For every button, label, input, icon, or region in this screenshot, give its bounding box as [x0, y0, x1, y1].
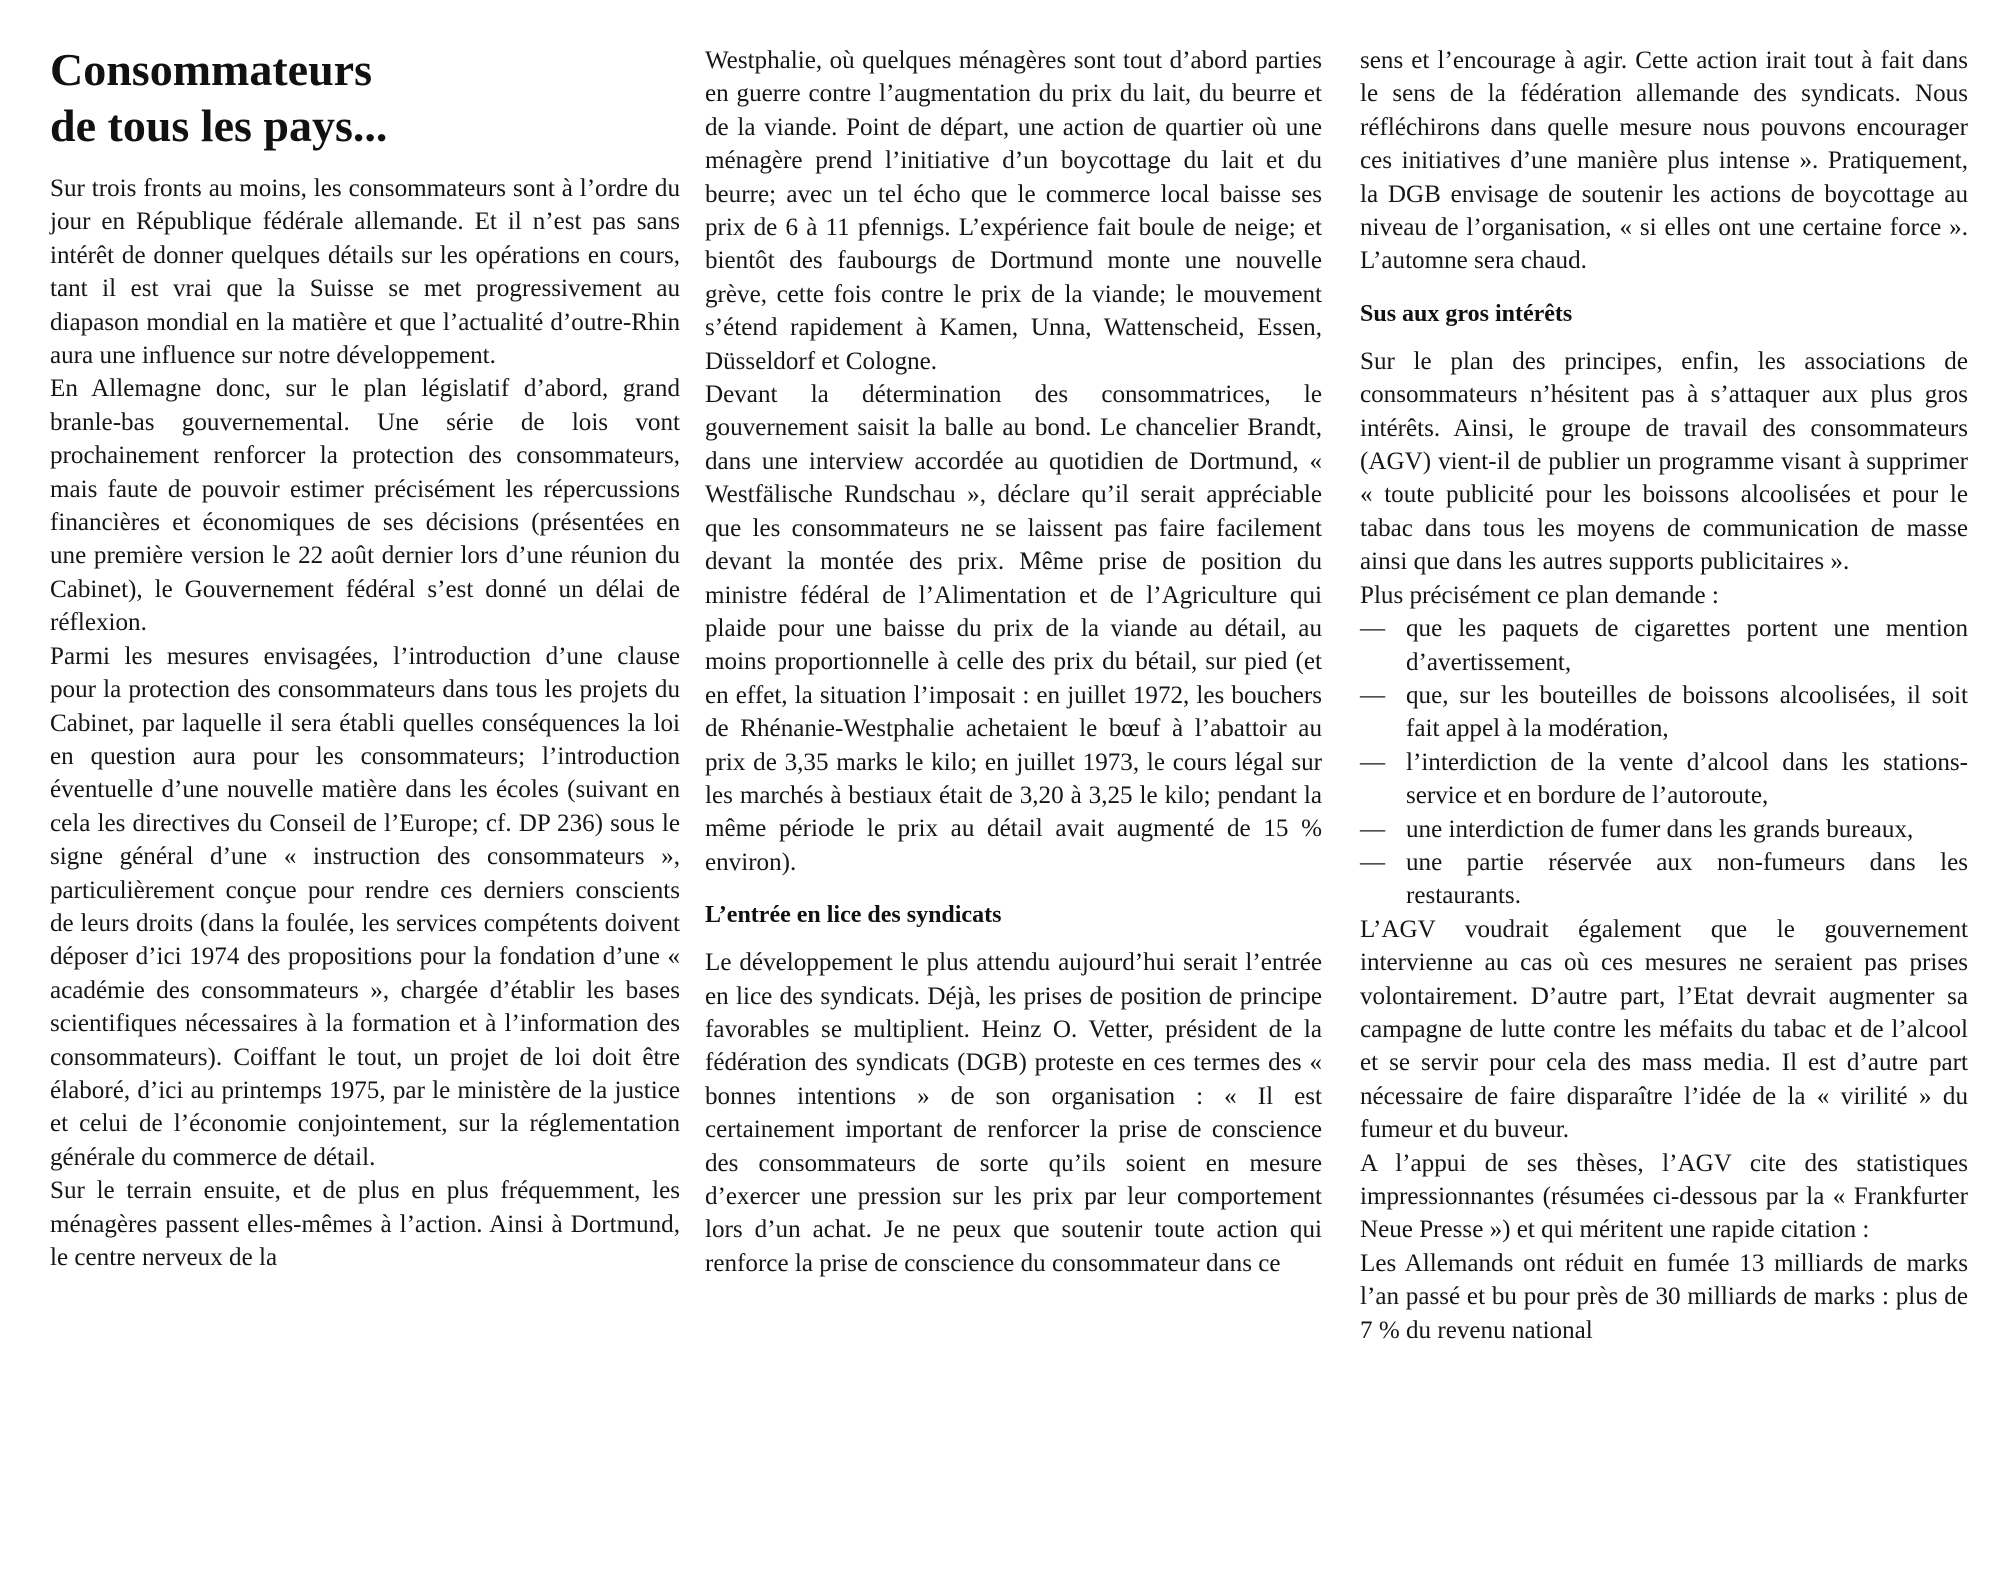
list-item-text: une interdiction de fumer dans les grands bureaux,	[1406, 815, 1914, 843]
list-item	[1360, 746, 1968, 813]
paragraph: Plus précisément ce plan demande :	[1360, 581, 1719, 609]
list-item-text: que les paquets de cigarettes portent une mention d’avertissement,	[1406, 615, 1968, 676]
paragraph: Sur trois fronts au moins, les consommateurs sont à l’ordre du jour en République fédérale allemande. Et il n’est pas sans intérêt de donner quelques détails sur les opérations en cours, tant il est vrai que la Suisse se met progressivement au diapason mondial en la matière et que l’actualité d’outre-Rhin aura une influence sur notre développement.	[50, 175, 680, 370]
list-item-text: une partie réservée aux non-fumeurs dans les restaurants.	[1406, 848, 1968, 910]
list-item	[1360, 679, 1968, 746]
dash-marker: —	[1360, 848, 1386, 876]
paragraph: Westphalie, où quelques ménagères sont tout d’abord parties en guerre contre l’augmentation du prix du lait, du beurre et de la viande. Point de départ, une action de quartier où une ménagère prend l’initiative d’un boycottage du lait et du beurre; avec un tel écho que le commerce local baisse ses prix de 6 à 11 pfennigs. L’expérience fait boule de neige; et bientôt des faubourgs de Dortmund monte une nouvelle grève, cette fois contre le prix de la viande; le mouvement s’étend rapidement à Kamen, Unna, Wattenscheid, Essen, Düsseldorf et Cologne.	[705, 47, 1322, 375]
list-item-text: que, sur les bouteilles de boissons alcoolisées, il soit fait appel à la modération,	[1406, 681, 1968, 743]
paragraph: Devant la détermination des consommatrices, le gouvernement saisit la balle au bond. Le chancelier Brandt, dans une interview accordée au quotidien de Dortmund, « Westfälische Rundschau », déclare qu’il serait appréciable que les consommateurs ne se laissent pas faire facilement devant la montée des prix. Même prise de position du ministre fédéral de l’Alimentation et de l’Agriculture qui plaide pour une baisse du prix de la viande au détail, au moins proportionnelle à celle des prix du bétail, sur pied (et en effet, la situation l’imposait : en juillet 1972, les bouchers de Rhénanie-Westphalie achetaient le bœuf à l’abattoir au prix de 3,35 marks le kilo; en juillet 1973, le cours légal sur les marchés à bestiaux était de 3,20 à 3,25 le kilo; pendant la même période le prix au détail avait augmenté de 15 % environ).	[705, 381, 1322, 876]
column-1	[50, 42, 680, 1274]
dash-marker: —	[1360, 748, 1386, 776]
article-headline	[50, 42, 680, 154]
paragraph: Les Allemands ont réduit en fumée 13 milliards de marks l’an passé et bu pour près de 30 milliards de marks : plus de 7 % du revenu national	[1360, 1249, 1968, 1344]
paragraph: A l’appui de ses thèses, l’AGV cite des statistiques impressionnantes (résumées ci-dessous par la « Frankfurter Neue Presse ») et qui méritent une rapide citation :	[1360, 1149, 1968, 1244]
list-item	[1360, 846, 1968, 913]
section-heading-syndicats: L’entrée en lice des syndicats	[705, 902, 1002, 929]
paragraph: sens et l’encourage à agir. Cette action irait tout à fait dans le sens de la fédération allemande des syndicats. Nous réfléchirons dans quelle mesure nous pouvons encourager ces initiatives d’une manière plus intense ». Pratiquement, la DGB envisage de soutenir les actions de boycottage au niveau de l’organisation, « si elles ont une certaine force ». L’automne sera chaud.	[1360, 47, 1968, 275]
dash-marker: —	[1360, 681, 1386, 709]
dash-marker: —	[1360, 815, 1386, 843]
paragraph: Sur le plan des principes, enfin, les associations de consommateurs n’hésitent pas à s’attaquer aux plus gros intérêts. Ainsi, le groupe de travail des consommateurs (AGV) vient-il de publier un programme visant à supprimer « toute publicité pour les boissons alcoolisées et pour le tabac dans tous les moyens de communication de masse ainsi que dans les autres supports publicitaires ».	[1360, 347, 1968, 576]
paragraph: Sur le terrain ensuite, et de plus en plus fréquemment, les ménagères passent elles-mêmes à l’action. Ainsi à Dortmund, le centre nerveux de la	[50, 1177, 680, 1271]
paragraph: Parmi les mesures envisagées, l’introduction d’une clause pour la protection des consommateurs dans tous les projets du Cabinet, par laquelle il sera établi quelles conséquences la loi en question aura pour les consommateurs; l’introduction éventuelle d’une nouvelle matière dans les écoles (suivant en cela les directives du Conseil de l’Europe; cf. DP 236) sous le signe général d’une « instruction des consommateurs », particulièrement conçue pour rendre ces derniers conscients de leurs droits (dans la foulée, les services compétents doivent déposer d’ici 1974 des propositions pour la fondation d’une « académie des consommateurs », chargée d’établir les bases scientifiques nécessaires à la formation et à l’information des consommateurs). Coiffant le tout, un projet de loi doit être élaboré, d’ici au printemps 1975, par le ministère de la justice et celui de l’économie conjointement, sur la réglementation générale du commerce de détail.	[50, 642, 680, 1171]
column-3	[1360, 44, 1968, 1347]
headline-line-2: de tous les pays...	[50, 100, 388, 151]
dash-marker: —	[1360, 615, 1386, 643]
paragraph: En Allemagne donc, sur le plan législatif d’abord, grand branle-bas gouvernemental. Une série de lois vont prochainement renforcer la protection des consommateurs, mais faute de pouvoir estimer précisément les répercussions financières et économiques de ses décisions (présentées en une première version le 22 août dernier lors d’une réunion du Cabinet), le Gouvernement fédéral s’est donné un délai de réflexion.	[50, 375, 680, 637]
section-heading-interets: Sus aux gros intérêts	[1360, 300, 1573, 327]
headline-line-1: Consommateurs	[50, 44, 372, 95]
demands-list	[1360, 612, 1968, 913]
paragraph: L’AGV voudrait également que le gouvernement intervienne au cas où ces mesures ne seraient pas prises volontairement. D’autre part, l’Etat devrait augmenter sa campagne de lutte contre les méfaits du tabac et de l’alcool et se servir pour cela des mass media. Il est d’autre part nécessaire de faire disparaître l’idée de la « virilité » du fumeur et du buveur.	[1360, 915, 1968, 1144]
paragraph: Le développement le plus attendu aujourd’hui serait l’entrée en lice des syndicats. Déjà, les prises de position de principe favorables se multiplient. Heinz O. Vetter, président de la fédération des syndicats (DGB) proteste en ces termes des « bonnes intentions » de son organisation : « Il est certainement important de renforcer la prise de conscience des consommateurs de sorte qu’ils soient en mesure d’exercer une pression sur les prix par leur comportement lors d’un achat. Je ne peux que soutenir toute action qui renforce la prise de conscience du consommateur dans ce	[705, 949, 1322, 1277]
column-2	[705, 44, 1322, 1280]
list-item	[1360, 612, 1968, 679]
list-item-text: l’interdiction de la vente d’alcool dans les stations-service et en bordure de l’autoroute,	[1406, 748, 1968, 810]
list-item	[1360, 813, 1968, 846]
